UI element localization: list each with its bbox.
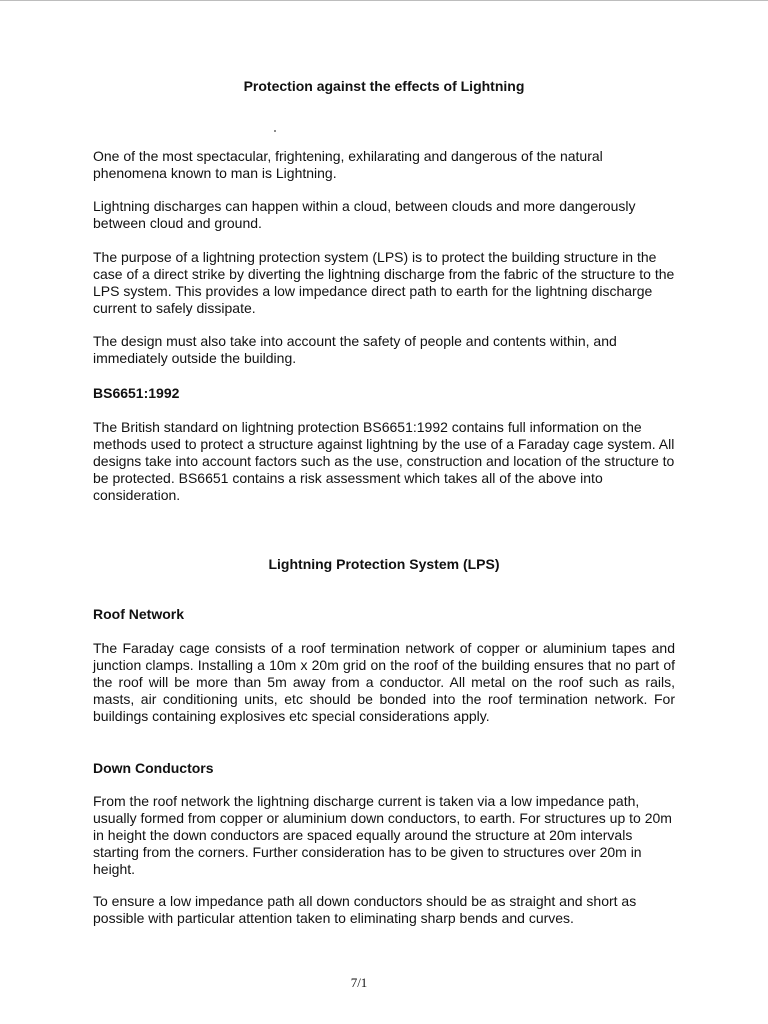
document-title: Protection against the effects of Lightning [243, 78, 525, 94]
scan-speck [274, 130, 276, 132]
intro-paragraph-4: The design must also take into account the safety of people and contents within, and immediately outside the building. [93, 333, 617, 366]
intro-paragraph-2: Lightning discharges can happen within a cloud, between clouds and more dangerously between cloud and ground. [93, 198, 636, 231]
lps-section-title: Lightning Protection System (LPS) [268, 556, 500, 572]
down-conductors-paragraph-1: From the roof network the lightning discharge current is taken via a low impedance path, usually formed from copper or aluminium down conductors, to earth. For structures up to 20m in height the down conductors are spaced equally around the structure at 20m intervals starting from the corners. Further consideration has to be given to structures over 20m in height. [93, 793, 672, 877]
roof-network-paragraph: The Faraday cage consists of a roof termination network of copper or aluminium tapes and junction clamps. Installing a 10m x 20m grid on the roof of the building ensures that no part of the roof will be more than 5m away from a conductor. All metal on the roof such as rails, masts, air conditioning units, etc should be bonded into the roof termination network. For buildings containing explosives etc special considerations apply. [93, 640, 675, 724]
bs6651-paragraph: The British standard on lightning protection BS6651:1992 contains full information on the methods used to protect a structure against lightning by the use of a Faraday cage system. All designs take into account factors such as the use, construction and location of the structure to be protected. BS6651 contains a risk assessment which takes all of the above into consideration. [93, 419, 675, 503]
scan-top-edge [0, 0, 768, 1]
section-heading-bs6651: BS6651:1992 [93, 385, 180, 401]
section-heading-down-conductors: Down Conductors [93, 760, 214, 776]
intro-paragraph-1: One of the most spectacular, frightening, exhilarating and dangerous of the natural phenomena known to man is Lightning. [93, 148, 603, 181]
section-heading-roof-network: Roof Network [93, 606, 184, 622]
intro-paragraph-3: The purpose of a lightning protection system (LPS) is to protect the building structure in the case of a direct strike by diverting the lightning discharge from the fabric of the structure to the LPS system. This provides a low impedance direct path to earth for the lightning discharge current to safely dissipate. [93, 249, 675, 316]
page-number: 7/1 [350, 975, 368, 990]
down-conductors-paragraph-2: To ensure a low impedance path all down conductors should be as straight and short as possible with particular attention taken to eliminating sharp bends and curves. [93, 893, 637, 926]
